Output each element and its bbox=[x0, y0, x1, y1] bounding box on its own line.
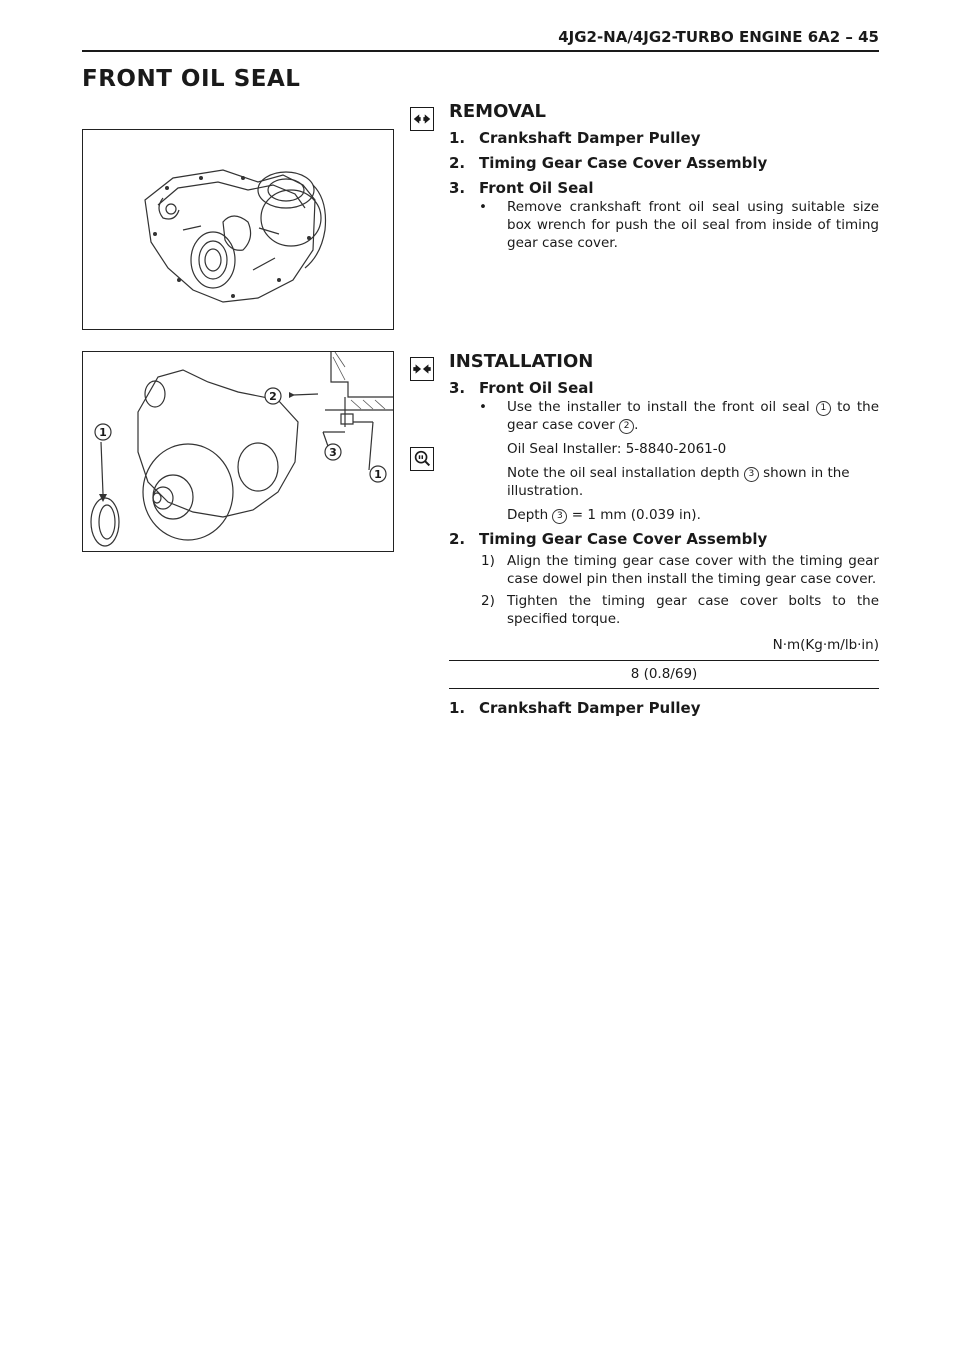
callout-3: 3 bbox=[329, 446, 337, 459]
removal-step-1: 1. Crankshaft Damper Pulley bbox=[449, 129, 701, 147]
installation-arrows-icon bbox=[410, 357, 434, 381]
timing-gear-case-illustration bbox=[83, 130, 393, 329]
torque-value: 8 (0.8/69) bbox=[630, 666, 698, 682]
inspect-magnifier-icon bbox=[410, 447, 434, 471]
torque-table bbox=[449, 660, 879, 689]
installer-tool-note: Oil Seal Installer: 5-8840-2061-0 bbox=[507, 441, 727, 457]
page-header bbox=[82, 28, 879, 52]
installation-section bbox=[449, 351, 879, 718]
figure-timing-gear-case bbox=[82, 129, 394, 330]
torque-unit: N·m(Kg·m/lb·in) bbox=[772, 637, 879, 653]
removal-section bbox=[449, 101, 879, 252]
installation-bullet: • Use the installer to install the front oil seal 1 to the gear case cover 2 . bbox=[479, 399, 880, 433]
removal-bullet: • Remove crankshaft front oil seal using suitable size box wrench for push the oil seal from inside of timing gear case cover. bbox=[479, 199, 879, 251]
header-title: 4JG2-NA/4JG2-TURBO ENGINE 6A2 – 45 bbox=[558, 28, 879, 46]
figure-oil-seal-installation bbox=[82, 351, 394, 552]
installation-substep-2: 2) Tighten the timing gear case cover bolts to the specified torque. bbox=[481, 593, 879, 627]
removal-step-2: 2. Timing Gear Case Cover Assembly bbox=[449, 154, 768, 172]
callout-2: 2 bbox=[269, 390, 277, 403]
callout-1b: 1 bbox=[374, 468, 382, 481]
installation-substep-1: 1) Align the timing gear case cover with the timing gear case dowel pin then install the timing gear case cover. bbox=[481, 553, 879, 587]
removal-step-3: 3. Front Oil Seal bbox=[449, 179, 594, 197]
depth-note: Note the oil seal installation depth 3 shown in the illustration. bbox=[507, 465, 850, 499]
installation-heading: INSTALLATION bbox=[449, 351, 594, 372]
installation-step-2: 2. Timing Gear Case Cover Assembly bbox=[449, 530, 768, 548]
removal-heading: REMOVAL bbox=[449, 101, 546, 122]
oil-seal-installation-illustration bbox=[83, 352, 393, 551]
section-title: FRONT OIL SEAL bbox=[82, 66, 301, 92]
callout-1a: 1 bbox=[99, 426, 107, 439]
depth-value: Depth 3 = 1 mm (0.039 in). bbox=[507, 507, 701, 523]
installation-step-1: 1. Crankshaft Damper Pulley bbox=[449, 699, 701, 717]
removal-arrows-icon bbox=[410, 107, 434, 131]
installation-step-3: 3. Front Oil Seal bbox=[449, 379, 594, 397]
